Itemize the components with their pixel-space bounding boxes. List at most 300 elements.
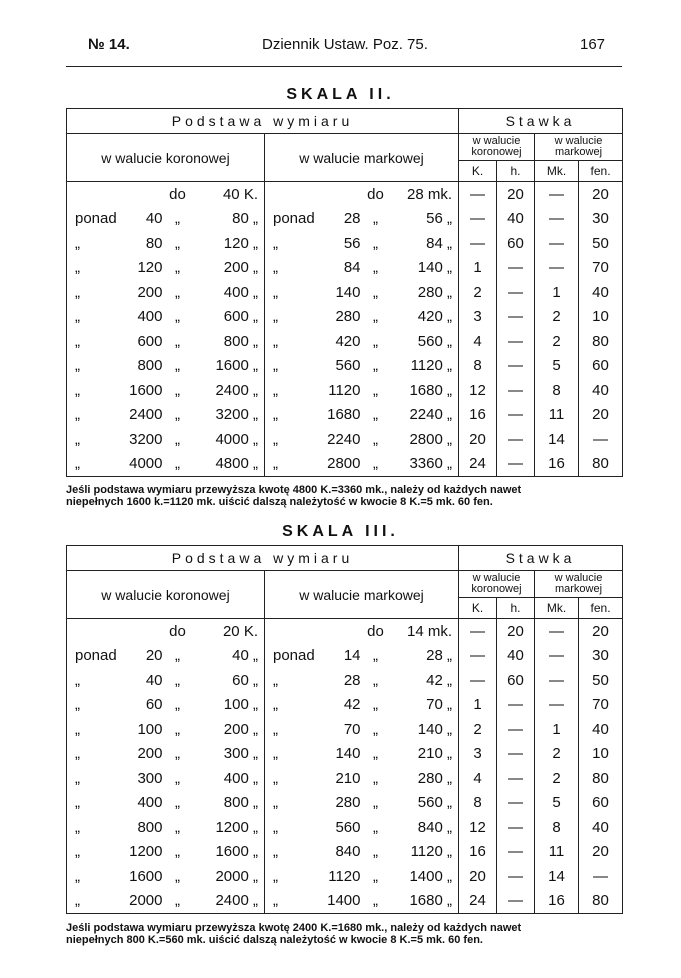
table-cell: „ [265, 766, 323, 791]
scale3-note-line1: Jeśli podstawa wymiaru przewyższa kwotę 2400 K.=1680 mk., należy od każdych nawet [66, 922, 522, 934]
table-cell: ponad [67, 644, 125, 669]
table-cell: 3200 [129, 430, 163, 448]
table-cell: „ [265, 280, 323, 305]
table-row [67, 791, 623, 816]
table-cell: — [497, 378, 535, 403]
table-cell: 1400 „ [391, 864, 459, 889]
table-cell: 80 „ [193, 207, 265, 232]
table-cell: 1120 [328, 867, 361, 885]
table-cell: „ [67, 717, 125, 742]
journal-title: Dziennik Ustaw. Poz. 75. [262, 36, 428, 53]
table-row [67, 644, 623, 669]
unit-h: h. [497, 598, 535, 619]
table-cell: „ [265, 403, 323, 428]
table-cell: „ [175, 308, 180, 326]
table-cell: 84 [343, 259, 361, 277]
table-cell: 8 [459, 791, 497, 816]
table-cell: — [497, 305, 535, 330]
table-cell [265, 619, 323, 644]
rate-header: Stawka [459, 546, 623, 571]
table-cell: 1680 [327, 406, 361, 424]
table-cell: 1120 „ [391, 354, 459, 379]
table-cell: — [497, 280, 535, 305]
unit-k: K. [459, 161, 497, 182]
table-cell: „ [67, 766, 125, 791]
table-cell: — [459, 231, 497, 256]
table-cell: 140 „ [391, 717, 459, 742]
table-cell: 140 „ [391, 256, 459, 281]
table-cell: „ [67, 452, 125, 477]
table-cell: „ [175, 283, 180, 301]
table-row [67, 668, 623, 693]
table-cell: 11 [535, 403, 579, 428]
scale2-note-line2: niepełnych 1600 k.=1120 mk. uiścić dalszą należytość w kwocie 8 K.=5 mk. 60 fen. [66, 496, 493, 508]
table-cell: 60 [579, 354, 623, 379]
table-cell [67, 619, 125, 644]
table-cell: — [497, 329, 535, 354]
table-cell: 210 [335, 769, 361, 787]
table-cell: 40 K. [193, 182, 265, 207]
table-cell: — [535, 207, 579, 232]
table-cell: 14 [343, 647, 361, 665]
table-cell: ponad [265, 644, 323, 669]
table-cell: 20 [579, 619, 623, 644]
table-cell: 200 [137, 745, 163, 763]
table-cell: 40 [579, 815, 623, 840]
table-cell: — [459, 619, 497, 644]
table-cell: — [535, 231, 579, 256]
table-cell: 3 [459, 305, 497, 330]
table-row [67, 256, 623, 281]
table-cell: „ [265, 452, 323, 477]
table-cell [125, 619, 163, 644]
table-cell: — [497, 403, 535, 428]
table-cell: 600 [137, 332, 163, 350]
table-cell: „ [67, 742, 125, 767]
table-cell: 60 „ [193, 668, 265, 693]
table-cell: 800 „ [193, 791, 265, 816]
table-cell: 100 „ [193, 693, 265, 718]
table-cell: „ [175, 406, 180, 424]
scale2-note-line1: Jeśli podstawa wymiaru przewyższa kwotę 4800 K.=3360 mk., należy od każdych nawet [66, 484, 522, 496]
table-row [67, 889, 623, 914]
table-cell: 28 [343, 671, 361, 689]
table-cell: 120 [137, 259, 163, 277]
table-cell: „ [373, 843, 378, 861]
table-cell: „ [175, 867, 180, 885]
table-cell: 60 [497, 231, 535, 256]
table-cell: — [497, 693, 535, 718]
table-cell: „ [163, 452, 193, 477]
table-cell: — [535, 668, 579, 693]
table-cell: 16 [459, 840, 497, 865]
table-cell: 28 mk. [391, 182, 459, 207]
table-cell: „ [67, 354, 125, 379]
table-cell: 20 [145, 647, 163, 665]
table-cell: 8 [459, 354, 497, 379]
table-cell: „ [265, 717, 323, 742]
table-cell: 8 [535, 378, 579, 403]
table-cell: 280 [335, 308, 361, 326]
table-cell: 10 [579, 742, 623, 767]
table-cell: „ [67, 231, 125, 256]
table-cell: 14 mk. [391, 619, 459, 644]
table-cell: 800 „ [193, 329, 265, 354]
table-cell: 50 [579, 668, 623, 693]
table-cell: „ [175, 430, 180, 448]
table-cell: „ [373, 769, 378, 787]
table-cell: „ [175, 234, 180, 252]
table-cell: 2800 „ [391, 427, 459, 452]
col-koronowa: w walucie koronowej [67, 134, 265, 182]
table-cell: „ [373, 234, 378, 252]
table-cell: 20 [459, 427, 497, 452]
table-cell: „ [265, 354, 323, 379]
table-cell: — [497, 427, 535, 452]
table-cell: 2000 „ [193, 864, 265, 889]
table-cell: „ [175, 647, 180, 665]
table-cell: „ [67, 791, 125, 816]
table-cell: 3 [459, 742, 497, 767]
table-cell: 60 [145, 696, 163, 714]
table-cell: 280 „ [391, 766, 459, 791]
table-cell: — [579, 864, 623, 889]
table-cell: — [535, 693, 579, 718]
table-cell: 2 [535, 305, 579, 330]
table-cell: 40 [497, 207, 535, 232]
table-cell: 840 [335, 843, 361, 861]
table-cell: 4000 „ [193, 427, 265, 452]
table-cell: „ [265, 329, 323, 354]
table-cell: 8 [535, 815, 579, 840]
table-cell: 20 [579, 840, 623, 865]
table-row [67, 619, 623, 644]
table-cell: 2000 [125, 889, 163, 914]
table-cell: — [459, 668, 497, 693]
table-cell: 56 [343, 234, 361, 252]
scale3-note [66, 922, 626, 946]
table-cell: „ [67, 305, 125, 330]
table-cell: 2 [535, 766, 579, 791]
table-cell: 560 [335, 818, 361, 836]
table-cell: — [459, 644, 497, 669]
table-cell: — [497, 256, 535, 281]
table-cell: 40 [579, 280, 623, 305]
table-cell: 24 [459, 889, 497, 914]
table-cell: 210 „ [391, 742, 459, 767]
table-cell: 800 [137, 818, 163, 836]
table-cell: 16 [459, 403, 497, 428]
table-cell: 80 [145, 234, 163, 252]
base-header: Podstawa wymiaru [67, 109, 459, 134]
table-cell: 2400 „ [193, 889, 265, 914]
table-cell: 1120 „ [391, 840, 459, 865]
col-rate-markowa: w walucie markowej [535, 571, 623, 598]
table-row [67, 207, 623, 232]
table-cell: 2400 [129, 406, 163, 424]
table-cell: „ [373, 357, 378, 375]
table-cell: 24 [459, 452, 497, 477]
table-cell: 400 [137, 308, 163, 326]
table-row [67, 717, 623, 742]
table-cell: 11 [535, 840, 579, 865]
table-cell: 560 [335, 357, 361, 375]
table-cell: 40 „ [193, 644, 265, 669]
table-cell: do [169, 622, 186, 640]
col-koronowa: w walucie koronowej [67, 571, 265, 619]
table-cell: ponad [265, 207, 323, 232]
table-cell: 70 [343, 720, 361, 738]
table-cell: 56 „ [391, 207, 459, 232]
table-cell: 420 [335, 332, 361, 350]
table-cell: „ [373, 867, 378, 885]
table-row [67, 231, 623, 256]
table-cell: „ [67, 889, 125, 914]
table-cell: 80 [579, 766, 623, 791]
table-cell [125, 182, 163, 207]
scale3-title: SKALA III. [282, 523, 399, 540]
table-cell: 10 [579, 305, 623, 330]
table-cell: — [497, 452, 535, 477]
table-row [67, 305, 623, 330]
table-cell: „ [175, 210, 180, 228]
unit-fen: fen. [579, 598, 623, 619]
header-rule [66, 66, 622, 67]
table-cell: „ [373, 406, 378, 424]
table-cell: 2 [535, 329, 579, 354]
table-cell [323, 619, 361, 644]
col-rate-koronowa: w walucie koronowej [459, 571, 535, 598]
table-cell: „ [67, 840, 125, 865]
table-row [67, 766, 623, 791]
table-cell: — [579, 427, 623, 452]
table-cell: 560 „ [391, 791, 459, 816]
table-cell: — [535, 182, 579, 207]
table-cell: 40 [145, 210, 163, 228]
table-cell: „ [175, 818, 180, 836]
scale3-note-line2: niepełnych 800 K.=560 mk. uiścić dalszą należytość w kwocie 8 K.=5 mk. 60 fen. [66, 934, 483, 946]
table-cell: 200 „ [193, 717, 265, 742]
table-cell: „ [373, 671, 378, 689]
table-cell: „ [175, 769, 180, 787]
table-cell: 20 [579, 182, 623, 207]
table-row [67, 427, 623, 452]
table-row [67, 693, 623, 718]
scale2-note [66, 484, 626, 508]
table-cell [67, 182, 125, 207]
table-cell: „ [373, 430, 378, 448]
table-cell: 1 [459, 256, 497, 281]
table-row [67, 815, 623, 840]
table-row [67, 864, 623, 889]
table-cell: 50 [579, 231, 623, 256]
table-cell: „ [265, 231, 323, 256]
table-cell: 60 [579, 791, 623, 816]
table-cell: — [497, 742, 535, 767]
table-cell: 100 [137, 720, 163, 738]
table-cell: 20 [497, 182, 535, 207]
table-cell: 1600 [129, 381, 163, 399]
table-cell: 840 „ [391, 815, 459, 840]
table-cell: „ [67, 815, 125, 840]
table-cell: ponad [67, 207, 125, 232]
table-cell: „ [175, 843, 180, 861]
table-cell: 40 [497, 644, 535, 669]
table-row [67, 329, 623, 354]
col-markowa: w walucie markowej [265, 134, 459, 182]
table-cell: 1680 „ [391, 889, 459, 914]
table-cell: „ [175, 332, 180, 350]
table-cell: „ [175, 720, 180, 738]
table-cell: 4800 „ [193, 452, 265, 477]
table-cell: „ [67, 329, 125, 354]
table-cell: 400 „ [193, 766, 265, 791]
table-cell: „ [373, 308, 378, 326]
base-header: Podstawa wymiaru [67, 546, 459, 571]
table-cell: 16 [535, 452, 579, 477]
table-cell: 600 „ [193, 305, 265, 330]
table-cell: 420 „ [391, 305, 459, 330]
table-cell: 2 [459, 717, 497, 742]
table-cell: 1200 „ [193, 815, 265, 840]
table-cell: — [497, 864, 535, 889]
table-cell: 4 [459, 329, 497, 354]
table-cell: 70 [579, 693, 623, 718]
table-cell: 1600 „ [193, 354, 265, 379]
scale3-table [66, 545, 623, 914]
table-cell: „ [373, 381, 378, 399]
table-row [67, 354, 623, 379]
table-cell: 40 [579, 378, 623, 403]
unit-h: h. [497, 161, 535, 182]
table-cell: „ [265, 256, 323, 281]
table-cell: „ [373, 259, 378, 277]
table-row [67, 280, 623, 305]
table-cell [265, 182, 323, 207]
table-cell: „ [265, 864, 323, 889]
table-cell: 42 [343, 696, 361, 714]
table-cell: 800 [137, 357, 163, 375]
table-cell: 20 K. [193, 619, 265, 644]
table-cell: 280 [335, 794, 361, 812]
unit-mk: Mk. [535, 598, 579, 619]
table-cell: 2 [535, 742, 579, 767]
table-cell: „ [175, 381, 180, 399]
table-cell: „ [265, 840, 323, 865]
table-cell: „ [373, 696, 378, 714]
table-cell: 20 [497, 619, 535, 644]
table-cell: „ [67, 280, 125, 305]
scale2-title: SKALA II. [286, 86, 395, 103]
table-cell: 140 [335, 745, 361, 763]
table-cell: „ [67, 693, 125, 718]
table-cell: „ [373, 647, 378, 665]
table-cell: 12 [459, 815, 497, 840]
table-cell: 3200 „ [193, 403, 265, 428]
table-cell: 20 [579, 403, 623, 428]
table-cell: 1600 „ [193, 840, 265, 865]
table-cell: „ [265, 693, 323, 718]
table-row [67, 840, 623, 865]
page-header [0, 36, 681, 58]
table-cell: 200 „ [193, 256, 265, 281]
scale2-table [66, 108, 623, 477]
table-cell: — [497, 717, 535, 742]
issue-number: № 14. [88, 36, 130, 53]
table-row [67, 182, 623, 207]
table-cell: „ [175, 671, 180, 689]
table-cell: 60 [497, 668, 535, 693]
table-cell [323, 182, 361, 207]
table-cell: 2800 [323, 452, 361, 477]
table-cell: 1 [459, 693, 497, 718]
table-cell: „ [175, 259, 180, 277]
table-cell: 42 „ [391, 668, 459, 693]
table-cell: „ [265, 815, 323, 840]
table-cell: 70 „ [391, 693, 459, 718]
table-cell: „ [265, 378, 323, 403]
unit-k: K. [459, 598, 497, 619]
unit-fen: fen. [579, 161, 623, 182]
table-cell: 84 „ [391, 231, 459, 256]
table-cell: — [497, 766, 535, 791]
table-cell: 70 [579, 256, 623, 281]
table-cell: 1600 [129, 867, 163, 885]
table-cell: „ [361, 452, 391, 477]
table-cell: „ [265, 791, 323, 816]
table-cell: — [497, 815, 535, 840]
table-cell: „ [67, 864, 125, 889]
table-cell: 30 [579, 644, 623, 669]
table-cell: 2240 [327, 430, 361, 448]
table-cell: — [497, 354, 535, 379]
table-cell: „ [373, 818, 378, 836]
table-cell: „ [175, 357, 180, 375]
table-cell: 1680 „ [391, 378, 459, 403]
table-cell: 400 „ [193, 280, 265, 305]
table-cell: 30 [579, 207, 623, 232]
table-cell: 80 [579, 452, 623, 477]
table-row [67, 742, 623, 767]
table-cell: 16 [535, 889, 579, 914]
table-row [67, 378, 623, 403]
table-cell: 200 [137, 283, 163, 301]
table-row [67, 403, 623, 428]
table-cell: „ [373, 210, 378, 228]
table-cell: 14 [535, 864, 579, 889]
table-cell: „ [265, 668, 323, 693]
table-row [67, 452, 623, 477]
table-cell: „ [373, 794, 378, 812]
table-cell: do [367, 622, 384, 640]
table-cell: 300 [137, 769, 163, 787]
table-cell: „ [175, 696, 180, 714]
table-cell: 12 [459, 378, 497, 403]
table-cell: — [535, 644, 579, 669]
table-cell: „ [67, 403, 125, 428]
table-cell: „ [67, 668, 125, 693]
table-cell: „ [265, 742, 323, 767]
table-cell: 40 [145, 671, 163, 689]
table-cell: — [497, 840, 535, 865]
table-cell: 120 „ [193, 231, 265, 256]
table-cell: „ [265, 889, 323, 914]
table-cell: 400 [137, 794, 163, 812]
table-cell: 300 „ [193, 742, 265, 767]
table-cell: „ [265, 305, 323, 330]
table-cell: 1 [535, 717, 579, 742]
table-cell: 4000 [125, 452, 163, 477]
